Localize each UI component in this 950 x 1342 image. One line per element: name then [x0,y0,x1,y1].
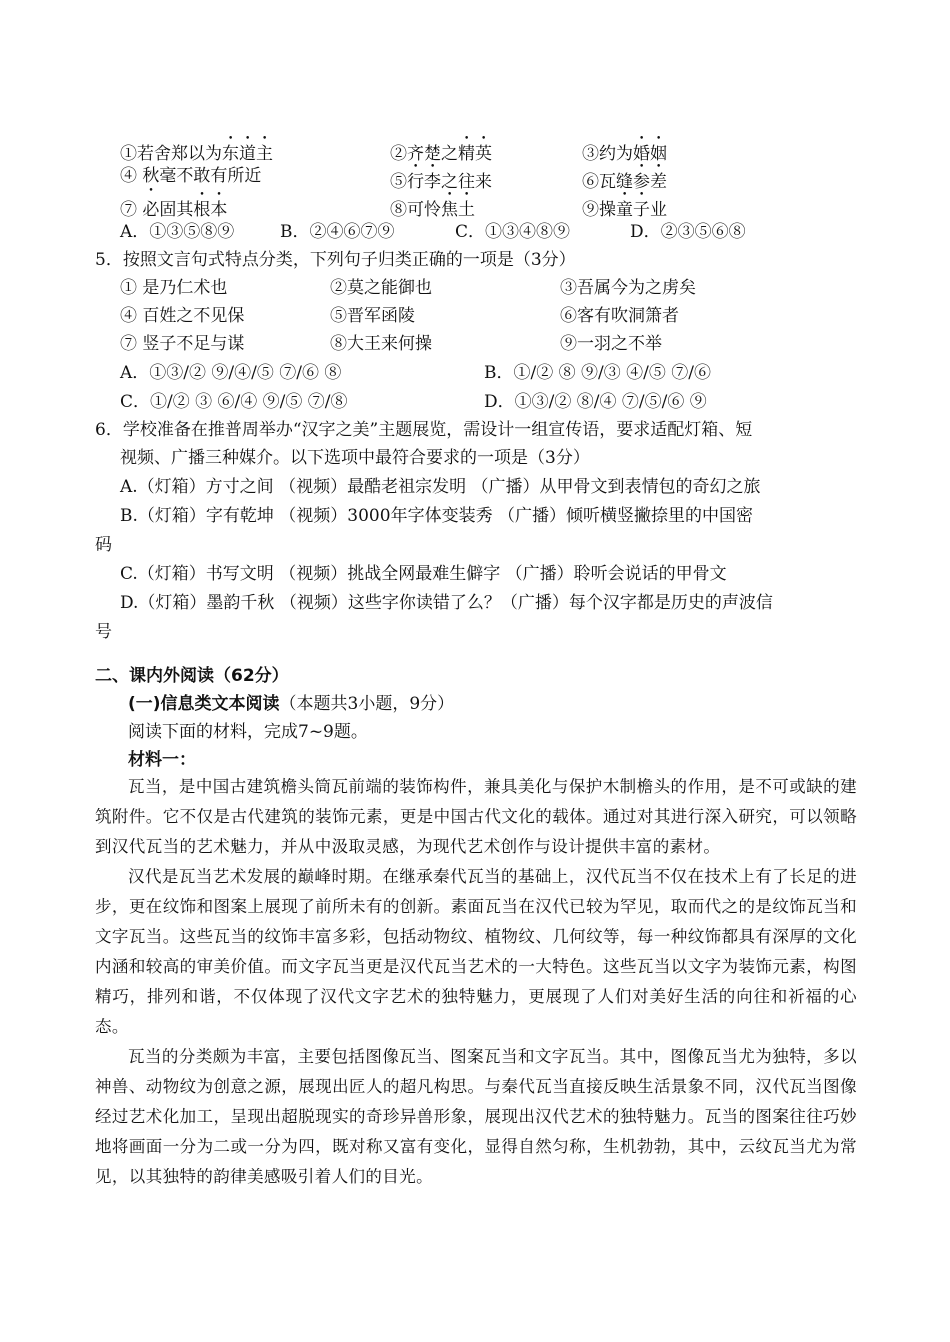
item-number: ⑤ [390,172,407,192]
q6-option-d: D.（灯箱）墨韵千秋 （视频）这些字你读错了么？（广播）每个汉字都是历史的声波信 [120,593,773,613]
q5-item: ⑥客有吹洞箫者 [560,306,679,326]
q6-stem-line1: 6．学校准备在推普周举办“汉字之美”主题展览，需设计一组宣传语，要求适配灯箱、短 [95,420,753,440]
q5-option-c: C．①/② ③ ⑥/④ ⑨/⑤ ⑦/⑧ [120,392,348,412]
q6-option-d-cont: 号 [95,622,112,642]
q5-item: ⑦ 竖子不足与谋 [120,334,245,354]
item-text: 必固其 [142,200,194,220]
section-title-end: 分） [254,666,289,686]
q5-item: ⑨一羽之不举 [560,334,662,354]
paragraph-3: 瓦当的分类颇为丰富，主要包括图像瓦当、图案瓦当和文字瓦当。其中，图像瓦当尤为独特，多以神兽、动物纹为创意之源，展现出匠人的超凡构思。与秦代瓦当直接反映生活景象不同，汉代瓦当图像经过艺术化加工，呈现出超脱现实的奇珍异兽形象，展现出汉代艺术的独特魅力。瓦当的图案往往巧妙地将画面一分为二或一分为四，既对称又富有变化，显得自然匀称，生机勃勃，其中，云纹瓦当尤为常见，以其独特的韵律美感吸引着人们的目光。 [95,1047,857,1186]
item-number: ④ [120,166,137,186]
subsection-title [128,690,454,718]
q6-option-b-cont: 码 [95,535,112,555]
emphasized-text: 根本 [193,200,228,220]
q5-item: ⑧大王来何操 [330,334,432,354]
q5-item: ⑤晋军函陵 [330,306,415,326]
item-number: ② [390,144,407,164]
item-number: ⑨ [582,200,599,220]
section-score: 62 [231,666,255,686]
reading-instruction: 阅读下面的材料，完成7~9题。 [128,722,368,742]
q4-option-b: B．②④⑥⑦⑨ [280,222,395,242]
q6-option-b: B.（灯箱）字有乾坤 （视频）3000年字体变装秀 （广播）倾听横竖撇捺里的中国密 [120,506,753,526]
q5-option-a: A．①③/② ⑨/④/⑤ ⑦/⑥ ⑧ [120,363,342,383]
emphasized-text: 参差 [633,172,667,192]
q5-item: ③吾属今为之虏矣 [560,278,696,298]
item-text: 毫不敢有所近 [159,166,262,186]
paragraph-2: 汉代是瓦当艺术发展的巅峰时期。在继承秦代瓦当的基础上，汉代瓦当不仅在技术上有了长足的进步，更在纹饰和图案上展现了前所未有的创新。素面瓦当在汉代已较为罕见，取而代之的是纹饰瓦当和文字瓦当。这些瓦当的纹饰丰富多彩，包括动物纹、植物纹、几何纹等，每一种纹饰都具有深厚的文化内涵和较高的审美价值。而文字瓦当更是汉代瓦当艺术的一大特色。这些瓦当以文字为装饰元素，构图精巧，排列和谐，不仅体现了汉代文字艺术的独特魅力，更展现了人们对美好生活的向往和祈福的心态。 [95,867,857,1036]
item-number: ⑦ [120,200,137,220]
item-text: 齐楚之 [407,144,458,164]
q6-option-a: A.（灯箱）方寸之间 （视频）最酷老祖宗发明 （广播）从甲骨文到表情包的奇幻之旅 [120,477,761,497]
q5-item: ① 是乃仁术也 [120,278,228,298]
item-text: 若舍郑以为 [137,144,222,164]
subsection-name: (一)信息类文本阅读 [128,694,280,714]
item-number: ① [120,144,137,164]
emphasized-text: 焦土 [441,200,475,220]
item-number: ⑧ [390,200,407,220]
item-text: 业 [650,200,667,220]
material-body [95,772,857,1192]
item-text: 约为 [599,144,633,164]
item-number: ⑥ [582,172,599,192]
emphasized-text: 童子 [616,200,650,220]
q5-option-b: B．①/② ⑧ ⑨/③ ④/⑤ ⑦/⑥ [484,363,712,383]
emphasized-text: 精英 [458,144,492,164]
emphasized-text: 东道主 [222,144,273,164]
q4-option-d: D．②③⑤⑥⑧ [630,222,746,242]
material-label: 材料一： [128,750,196,770]
q4-option-c: C．①③④⑧⑨ [455,222,571,242]
item-text: 可怜 [407,200,441,220]
q6-option-c: C.（灯箱）书写文明 （视频）挑战全网最难生僻字 （广播）聆听会说话的甲骨文 [120,564,727,584]
emphasized-text: 婚姻 [633,144,667,164]
q5-item: ②莫之能御也 [330,278,432,298]
subsection-note: （本题共3小题，9分） [279,694,455,714]
paragraph-1: 瓦当，是中国古建筑檐头筒瓦前端的装饰构件，兼具美化与保护木制檐头的作用，是不可或缺的建筑附件。它不仅是古代建筑的装饰元素，更是中国古代文化的载体。通过对其进行深入研究，可以领略到汉代瓦当的艺术魅力，并从中汲取灵感，为现代艺术创作与设计提供丰富的素材。 [95,777,857,856]
section-title-text: 二、课内外阅读（ [95,666,231,686]
q5-stem: 5．按照文言句式特点分类，下列句子归类正确的一项是（3分） [95,250,576,270]
item-text: 瓦缝 [599,172,633,192]
section-title [95,662,289,690]
item-number: ③ [582,144,599,164]
q5-option-d: D．①③/② ⑧/④ ⑦/⑤/⑥ ⑨ [484,392,707,412]
emphasized-text: 行李 [407,172,441,192]
emphasized-text: 秋 [142,166,160,186]
q4-option-a: A．①③⑤⑧⑨ [120,222,235,242]
q6-stem-line2: 视频、广播三种媒介。以下选项中最符合要求的一项是（3分） [120,448,590,468]
item-text: 操 [599,200,616,220]
item-text: 之往来 [441,172,492,192]
q5-item: ④ 百姓之不见保 [120,306,245,326]
